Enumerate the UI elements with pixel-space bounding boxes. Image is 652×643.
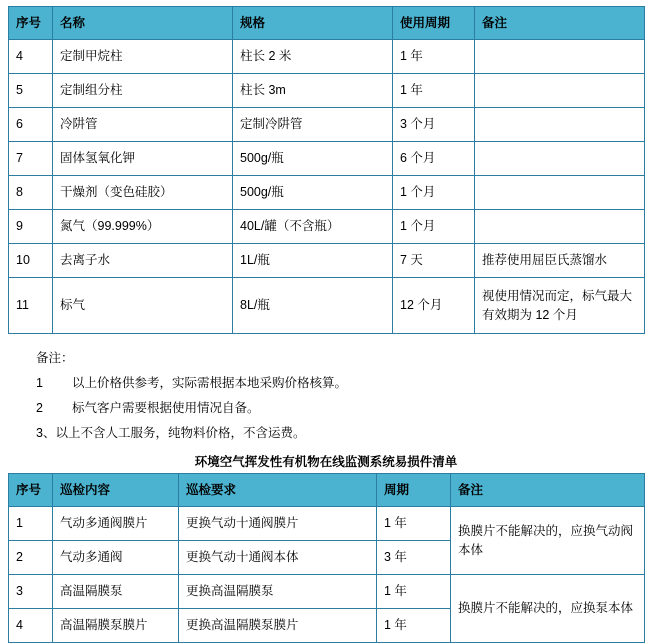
cell-name: 定制甲烷柱 [53,40,233,74]
header-remark: 备注 [475,7,645,40]
header-cycle: 周期 [377,474,451,507]
cell-name: 氮气（99.999%） [53,210,233,244]
table-row [9,575,645,609]
cell-no: 9 [9,210,53,244]
cell-cycle: 7 天 [393,244,475,278]
table-row [9,142,645,176]
cell-no: 6 [9,108,53,142]
cell-content: 高温隔膜泵膜片 [53,609,179,643]
cell-no: 1 [9,507,53,541]
cell-cycle: 1 年 [377,609,451,643]
cell-no: 7 [9,142,53,176]
cell-remark [475,210,645,244]
cell-cycle: 1 个月 [393,210,475,244]
cell-content: 气动多通阀 [53,541,179,575]
cell-remark [475,40,645,74]
note-item-3: 3、以上不含人工服务，纯物料价格，不含运费。 [36,426,306,440]
note-number: 2 [36,401,43,415]
cell-content: 气动多通阀膜片 [53,507,179,541]
cell-cycle: 1 年 [377,575,451,609]
cell-name: 去离子水 [53,244,233,278]
table-row [9,176,645,210]
cell-remark-group-2: 换膜片不能解决的，应换泵本体 [451,575,645,643]
cell-cycle: 1 年 [393,40,475,74]
cell-cycle: 6 个月 [393,142,475,176]
note-item [36,396,644,421]
cell-remark [475,108,645,142]
cell-cycle: 1 年 [377,507,451,541]
cell-requirement: 更换高温隔膜泵 [179,575,377,609]
table-row [9,244,645,278]
table-row [9,40,645,74]
cell-remark: 推荐使用屈臣氏蒸馏水 [475,244,645,278]
cell-name: 干燥剂（变色硅胶） [53,176,233,210]
cell-cycle: 12 个月 [393,278,475,334]
cell-no: 4 [9,40,53,74]
header-content: 巡检内容 [53,474,179,507]
header-remark: 备注 [451,474,645,507]
note-number: 1 [36,376,43,390]
cell-remark [475,74,645,108]
table-row [9,278,645,334]
consumable-parts-table [8,6,645,334]
cell-remark [475,142,645,176]
cell-no: 4 [9,609,53,643]
header-cycle: 使用周期 [393,7,475,40]
table-row [9,74,645,108]
cell-cycle: 3 年 [377,541,451,575]
cell-remark: 视使用情况而定，标气最大有效期为 12 个月 [475,278,645,334]
header-name: 名称 [53,7,233,40]
cell-spec: 40L/罐（不含瓶） [233,210,393,244]
table-header-row [9,7,645,40]
cell-spec: 8L/瓶 [233,278,393,334]
cell-content: 高温隔膜泵 [53,575,179,609]
notes-block [8,346,644,446]
note-item [36,371,644,396]
header-spec: 规格 [233,7,393,40]
table-row [9,507,645,541]
cell-name: 固体氢氧化钾 [53,142,233,176]
cell-remark [475,176,645,210]
table-row [9,108,645,142]
cell-requirement: 更换气动十通阀本体 [179,541,377,575]
cell-spec: 定制冷阱管 [233,108,393,142]
header-no: 序号 [9,7,53,40]
maintenance-table-title: 环境空气挥发性有机物在线监测系统易损件清单 [194,455,458,469]
cell-no: 8 [9,176,53,210]
cell-spec: 1L/瓶 [233,244,393,278]
cell-name: 冷阱管 [53,108,233,142]
cell-requirement: 更换气动十通阀膜片 [179,507,377,541]
table-row [9,210,645,244]
cell-spec: 柱长 3m [233,74,393,108]
cell-cycle: 1 年 [393,74,475,108]
cell-remark-group-1: 换膜片不能解决的，应换气动阀本体 [451,507,645,575]
header-no: 序号 [9,474,53,507]
cell-spec: 500g/瓶 [233,176,393,210]
note-text: 标气客户需要根据使用情况自备。 [72,401,260,415]
cell-no: 2 [9,541,53,575]
cell-spec: 柱长 2 米 [233,40,393,74]
cell-no: 10 [9,244,53,278]
cell-name: 标气 [53,278,233,334]
maintenance-checklist-table [8,473,645,643]
cell-cycle: 3 个月 [393,108,475,142]
header-requirement: 巡检要求 [179,474,377,507]
cell-requirement: 更换高温隔膜泵膜片 [179,609,377,643]
table-header-row [9,474,645,507]
notes-title: 备注： [36,351,74,365]
cell-cycle: 1 个月 [393,176,475,210]
cell-no: 5 [9,74,53,108]
cell-no: 3 [9,575,53,609]
cell-no: 11 [9,278,53,334]
cell-spec: 500g/瓶 [233,142,393,176]
cell-name: 定制组分柱 [53,74,233,108]
note-text: 以上价格供参考，实际需根据本地采购价格核算。 [72,376,348,390]
